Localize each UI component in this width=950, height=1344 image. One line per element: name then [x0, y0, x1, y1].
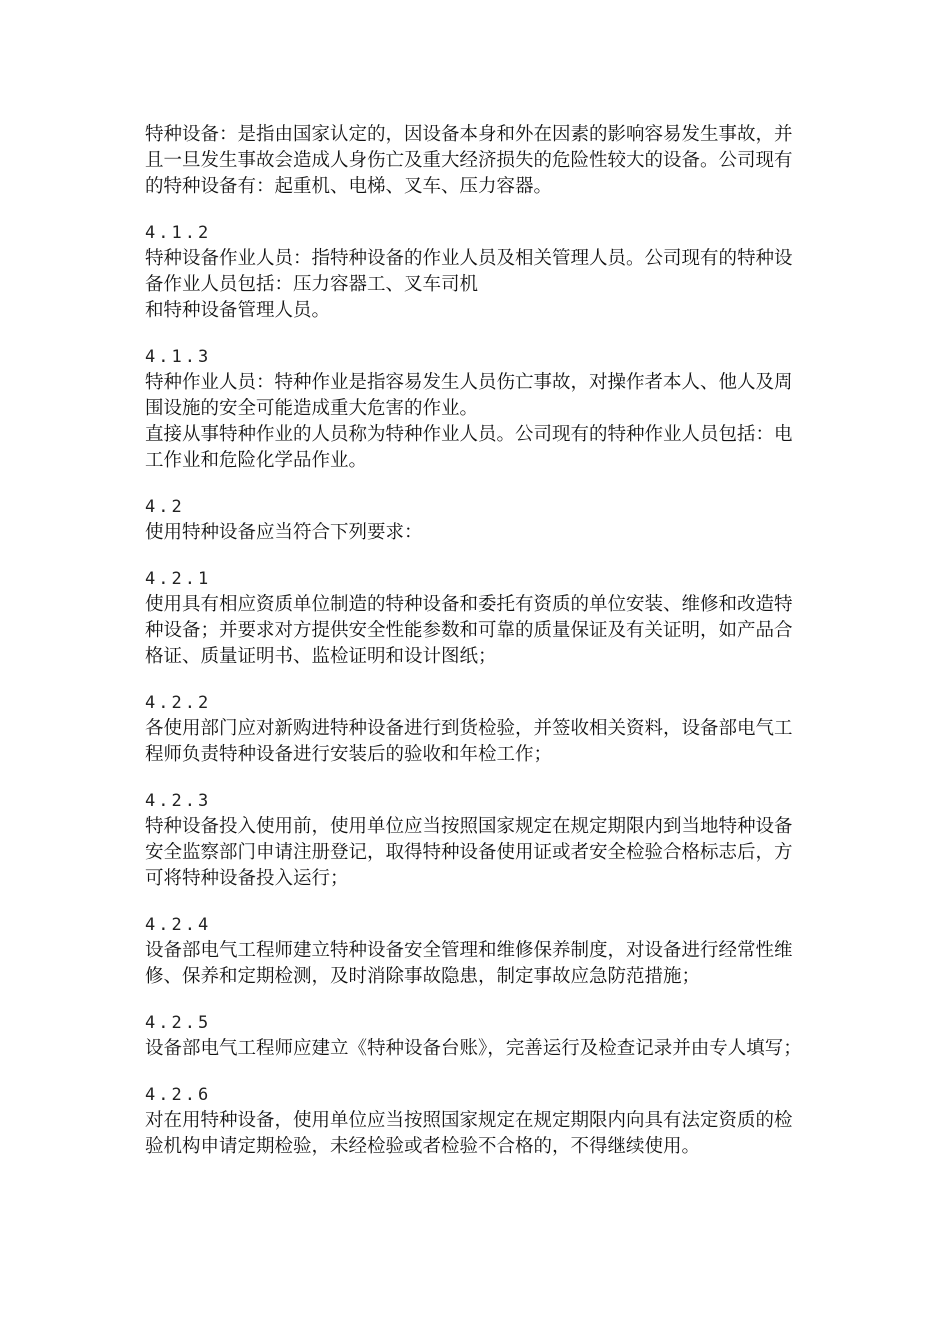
paragraph-line: 使用具有相应资质单位制造的特种设备和委托有资质的单位安装、维修和改造特: [145, 594, 793, 615]
section-number: 4.1.2: [145, 223, 212, 243]
paragraph-line: 特种设备投入使用前，使用单位应当按照国家规定在规定期限内到当地特种设备: [145, 816, 793, 837]
section-number: 4.2.6: [145, 1085, 212, 1105]
paragraph-line: 各使用部门应对新购进特种设备进行到货检验，并签收相关资料，设备部电气工: [145, 718, 793, 739]
paragraph-line: 种设备；并要求对方提供安全性能参数和可靠的质量保证及有关证明，如产品合: [145, 620, 793, 641]
section-4-2-1: [145, 566, 810, 670]
paragraph-line: 安全监察部门申请注册登记，取得特种设备使用证或者安全检验合格标志后，方: [145, 842, 793, 863]
section-4-1-2: [145, 220, 810, 324]
paragraph-line: 设备部电气工程师应建立《特种设备台账》，完善运行及检查记录并由专人填写；: [145, 1038, 802, 1059]
section-number: 4.2.3: [145, 791, 212, 811]
paragraph-line: 特种设备作业人员：指特种设备的作业人员及相关管理人员。公司现有的特种设: [145, 248, 793, 269]
section-4-2-5: [145, 1010, 810, 1062]
paragraph-line: 设备部电气工程师建立特种设备安全管理和维修保养制度，对设备进行经常性维: [145, 940, 793, 961]
paragraph-special-equipment-definition: [145, 122, 810, 200]
section-number: 4.2.2: [145, 693, 212, 713]
section-number: 4.2.5: [145, 1013, 212, 1033]
paragraph-line: 特种作业人员：特种作业是指容易发生人员伤亡事故，对操作者本人、他人及周: [145, 372, 793, 393]
section-number: 4.2.4: [145, 915, 212, 935]
section-4-2-6: [145, 1082, 810, 1160]
paragraph-line: 的特种设备有：起重机、电梯、叉车、压力容器。: [145, 176, 553, 197]
paragraph-line: 工作业和危险化学品作业。: [145, 450, 368, 471]
section-4-2-4: [145, 912, 810, 990]
paragraph-line: 且一旦发生事故会造成人身伤亡及重大经济损失的危险性较大的设备。公司现有: [145, 150, 793, 171]
paragraph-line: 格证、质量证明书、监检证明和设计图纸；: [145, 646, 497, 667]
paragraph-line: 和特种设备管理人员。: [145, 300, 331, 321]
paragraph-line: 直接从事特种作业的人员称为特种作业人员。公司现有的特种作业人员包括：电: [145, 424, 793, 445]
section-number: 4.2.1: [145, 569, 212, 589]
section-4-2-2: [145, 690, 810, 768]
section-4-2: [145, 494, 810, 546]
document-body: [145, 122, 810, 1180]
paragraph-line: 可将特种设备投入运行；: [145, 868, 349, 889]
paragraph-line: 修、保养和定期检测，及时消除事故隐患，制定事故应急防范措施；: [145, 966, 701, 987]
section-number: 4.2: [145, 497, 185, 517]
paragraph-line: 特种设备：是指由国家认定的，因设备本身和外在因素的影响容易发生事故，并: [145, 124, 793, 145]
section-number: 4.1.3: [145, 347, 212, 367]
paragraph-line: 对在用特种设备，使用单位应当按照国家规定在规定期限内向具有法定资质的检: [145, 1110, 793, 1131]
paragraph-line: 围设施的安全可能造成重大危害的作业。: [145, 398, 479, 419]
section-4-2-3: [145, 788, 810, 892]
paragraph-line: 验机构申请定期检验，未经检验或者检验不合格的，不得继续使用。: [145, 1136, 701, 1157]
paragraph-line: 使用特种设备应当符合下列要求：: [145, 522, 423, 543]
section-4-1-3: [145, 344, 810, 474]
paragraph-line: 程师负责特种设备进行安装后的验收和年检工作；: [145, 744, 553, 765]
paragraph-line: 备作业人员包括：压力容器工、叉车司机: [145, 274, 479, 295]
